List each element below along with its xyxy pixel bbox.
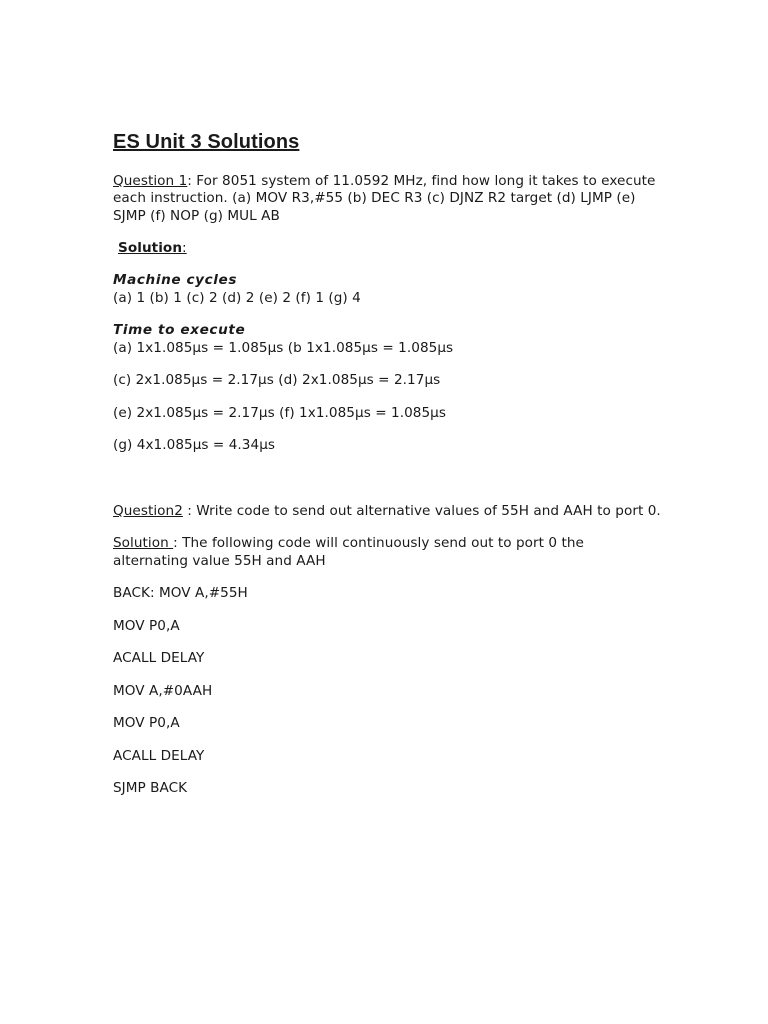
code-line: ACALL DELAY	[113, 748, 205, 764]
question-2-line	[113, 502, 661, 520]
code-line: MOV A,#0AAH	[113, 683, 213, 699]
solution-2-line-1	[113, 534, 584, 552]
question-1-label: Question 1	[113, 173, 188, 189]
question-2-text: : Write code to send out alternative values of 55H and AAH to port 0.	[182, 503, 661, 519]
time-line-c-d: (c) 2x1.085μs = 2.17μs (d) 2x1.085μs = 2.17μs	[113, 372, 441, 388]
solution-1-heading	[118, 239, 187, 257]
time-line-e-f: (e) 2x1.085μs = 2.17μs (f) 1x1.085μs = 1.085μs	[113, 405, 447, 421]
code-line: MOV P0,A	[113, 618, 180, 634]
solution-1-label: Solution	[118, 240, 183, 256]
question-1-line-1	[113, 172, 655, 190]
code-line: SJMP BACK	[113, 780, 188, 796]
time-to-execute-heading: Time to execute	[113, 322, 246, 338]
solution-1-colon: :	[182, 240, 187, 256]
machine-cycles-heading: Machine cycles	[113, 272, 238, 288]
machine-cycles-values: (a) 1 (b) 1 (c) 2 (d) 2 (e) 2 (f) 1 (g) 4	[113, 290, 361, 306]
question-1-text: : For 8051 system of 11.0592 MHz, find how long it takes to execute	[187, 173, 656, 189]
question-1-line-2: each instruction. (a) MOV R3,#55 (b) DEC R3 (c) DJNZ R2 target (d) LJMP (e)	[113, 190, 636, 206]
code-line: BACK: MOV A,#55H	[113, 585, 248, 601]
code-line: MOV P0,A	[113, 715, 180, 731]
time-line-g: (g) 4x1.085μs = 4.34μs	[113, 437, 276, 453]
code-line: ACALL DELAY	[113, 650, 205, 666]
question-2-label: Question2	[113, 503, 183, 519]
solution-2-line-2: alternating value 55H and AAH	[113, 553, 326, 569]
question-1-line-3: SJMP (f) NOP (g) MUL AB	[113, 208, 280, 224]
solution-2-text: : The following code will continuously send out to port 0 the	[173, 535, 584, 551]
time-line-a-b: (a) 1x1.085μs = 1.085μs (b 1x1.085μs = 1.085μs	[113, 340, 454, 356]
document-title: ES Unit 3 Solutions	[113, 131, 300, 153]
solution-2-label: Solution	[113, 535, 174, 551]
